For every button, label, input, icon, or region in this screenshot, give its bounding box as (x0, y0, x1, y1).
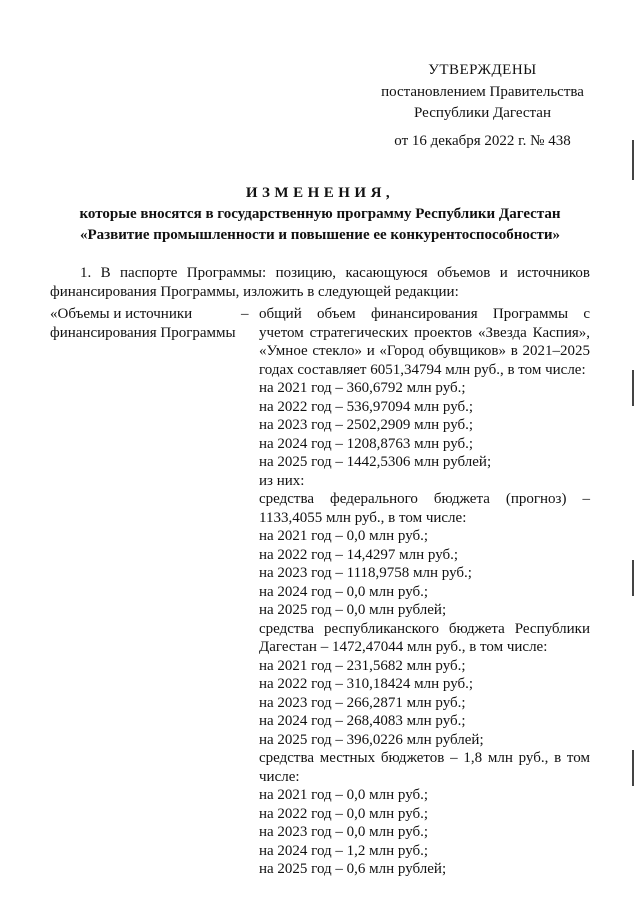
total-year-line: на 2021 год – 360,6792 млн руб.; (259, 380, 466, 396)
total-year-line: на 2023 год – 2502,2909 млн руб.; (259, 417, 474, 433)
local-year-line: на 2024 год – 1,2 млн руб.; (259, 842, 429, 859)
local-year-line: на 2025 год – 0,6 млн рублей; (259, 861, 447, 877)
table-dash: – (241, 306, 249, 322)
local-year-line: на 2021 год – 0,0 млн руб.; (259, 787, 429, 803)
scan-edge-mark (632, 140, 634, 180)
local-year-line: на 2022 год – 0,0 млн руб.; (259, 805, 429, 822)
approval-block (375, 60, 590, 152)
federal-funding-text: средства федерального бюджета (прогноз) – 1133,4055 млн руб., в том числе: (259, 491, 590, 526)
paragraph-1: 1. В паспорте Программы: позицию, касающуюся объемов и источников финансирования Программы, изложить в следующей редакции: (50, 265, 590, 300)
total-year-line: на 2024 год – 1208,8763 млн руб.; (259, 435, 474, 452)
total-year-line: на 2022 год – 536,97094 млн руб.; (259, 398, 474, 415)
scan-edge-mark (632, 370, 634, 406)
approval-title: УТВЕРЖДЕНЫ (428, 62, 537, 78)
table-left-label: «Объемы и источники финансирования Программы (50, 306, 236, 341)
approval-line-2: Республики Дагестан (414, 105, 551, 121)
federal-year-line: на 2024 год – 0,0 млн руб.; (259, 583, 429, 600)
republic-year-line: на 2023 год – 266,2871 млн руб.; (259, 694, 466, 711)
republic-year-line: на 2025 год – 396,0226 млн рублей; (259, 731, 484, 748)
republic-year-line: на 2024 год – 268,4083 млн руб.; (259, 713, 466, 729)
heading-subtitle-1: которые вносятся в государственную программу Республики Дагестан (79, 206, 561, 222)
federal-year-line: на 2022 год – 14,4297 млн руб.; (259, 546, 459, 563)
total-funding-text: общий объем финансирования Программы с учетом стратегических проектов «Звезда Каспия», «Умное стекло» и «Город обувщиков» в 2021–2025 годах составляет 6051,34794 млн руб., в том числе: (259, 306, 590, 378)
republic-year-line: на 2022 год – 310,18424 млн руб.; (259, 676, 474, 692)
total-year-line: на 2025 год – 1442,5306 млн рублей; (259, 454, 492, 470)
document-heading (30, 183, 610, 246)
scan-edge-mark (632, 560, 634, 596)
approval-line-1: постановлением Правительства (381, 83, 584, 100)
table-right-column (259, 305, 590, 879)
local-funding-text: средства местных бюджетов – 1,8 млн руб., в том числе: (259, 750, 590, 785)
republic-year-line: на 2021 год – 231,5682 млн руб.; (259, 657, 466, 674)
heading-subtitle-2: «Развитие промышленности и повышение ее конкурентоспособности» (79, 227, 561, 243)
federal-year-line: на 2023 год – 1118,9758 млн руб.; (259, 565, 472, 581)
heading-title: ИЗМЕНЕНИЯ, (245, 185, 395, 201)
scan-edge-mark (632, 750, 634, 786)
of-them-line: из них: (259, 472, 305, 489)
republic-funding-text: средства республиканского бюджета Республики Дагестан – 1472,47044 млн руб., в том числе: (259, 620, 590, 655)
federal-year-line: на 2025 год – 0,0 млн рублей; (259, 602, 447, 618)
approval-date: от 16 декабря 2022 г. № 438 (394, 132, 571, 149)
federal-year-line: на 2021 год – 0,0 млн руб.; (259, 528, 429, 544)
local-year-line: на 2023 год – 0,0 млн руб.; (259, 824, 429, 840)
